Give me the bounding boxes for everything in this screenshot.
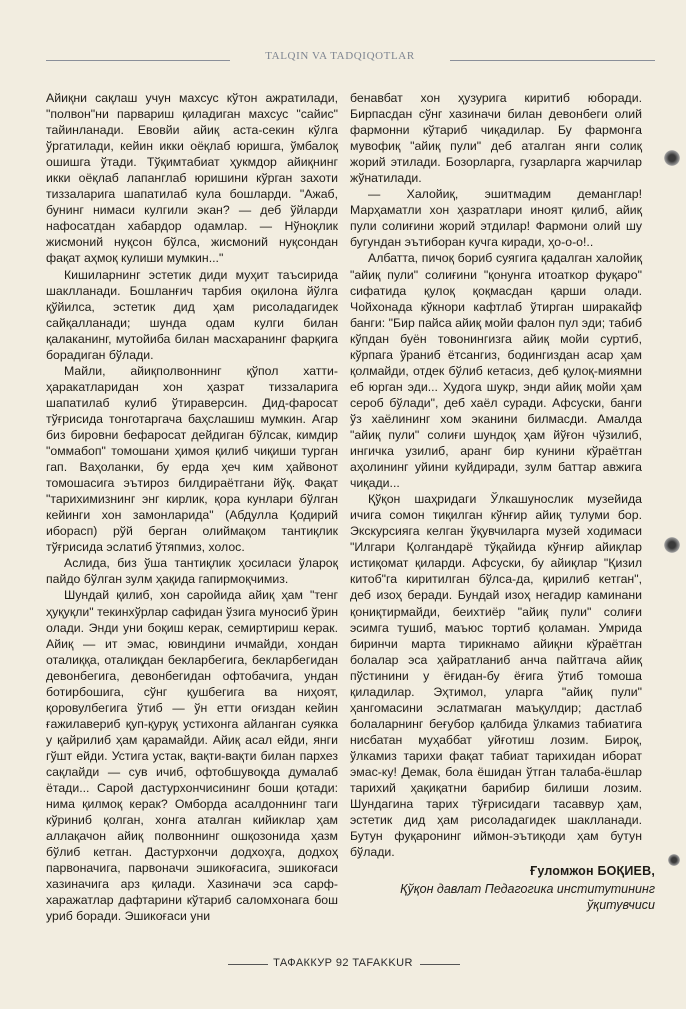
paragraph: Аслида, биз ўша тантиқлик ҳосиласи ўлароқ пайдо бўлган зулм ҳақида гапирмоқчимиз. xyxy=(46,556,338,587)
paragraph: Майли, айиқполвоннинг қўпол хатти-ҳаракатларидан хон ҳазрат тиззаларига шапатилаб кулиб ўтираверсин. Дид-фаросат тўғрисида тонготаргача баҳслашиш мумкин. Агар биз бировни бефаросат дейдиган бўлсак, кимдир "оммабоп" томошани ҳимоя қилиб чиқиши турган гап. Ваҳоланки, бу ерда ҳеч ким ҳайвонот томошасига эътироз билдираётгани йўқ. Фақат "тарихимизнинг энг кирлик, қора кунлари бўлган кейинги хон замонларида" (Абдулла Қодирий иборасп) рўй берган олиймақом тантиқлик тўғрисида эслатиб ўтяпмиз, холос. xyxy=(46,363,338,555)
paragraph: Қўқон шаҳридаги Ўлкашунослик музейида ичига сомон тиқилган кўнғир айиқ тулуми бор. Экскурсияга келган ўқувчиларга музей ходимаси "Илгари Қолгандарё тўқайида кўнғир айиқлар истиқомат қиларди. Афсуски, бу айиқлар "Қизил китоб"га киритилган бўлса-да, қирилиб кетган", деб изоҳ беради. Бундай изоҳ негадир каминани қониқтирмайди, беихтиёр "айиқ пули" солиғи эсимга тушиб, маъюс тортиб қоламан. Умрида биринчи марта тирикнамо айиқни кўраётган болалар эса ҳайратланиб анча пайтгача айиқ пўстинини у ёғидан-бу ёғига ўтиб томоша қиладилар. Эҳтимол, уларга "айиқ пули" ҳангомасини эслатмаган маъқулдир; дастлаб болаларнинг беғубор қалбида ўлкамиз табиатига нисбатан муҳаббат уйғотиш лозим. Бироқ, ўлкамиз тарихи фақат табиат тарихидан иборат эмас-ку! Демак, бола ёшидан ўтган талаба-ёшлар тарихий ҳақиқатни барибир билиши лозим. Шундагина тарих тўғрисидаги тасаввур ҳам, эстетик дид ҳам рисоладагидек шаклланади. Бутун фуқаронинг иймон-эътиқоди ҳам бутун бўлади. xyxy=(350,492,642,860)
paragraph: — Халойиқ, эшитмадим деманглар! Марҳаматли хон ҳазратлари иноят қилиб, айиқ пули солиғини жорий этдилар! Фармони олий шу бугундан эътиборан кучга киради, ҳо-о-о!.. xyxy=(350,187,642,250)
paragraph: Кишиларнинг эстетик диди муҳит таъсирида шаклланади. Бошланғич тарбия оқилона йўлга қўйилса, эстетик дид ҳам рисоладагидек сайқалланади; шунда одам кулги билан қалаканинг, мутойиба билан масхаранинг фарқига борадиган бўлади. xyxy=(46,267,338,362)
header-rule-right xyxy=(450,60,655,61)
paragraph: Шундай қилиб, хон саройида айиқ ҳам "тенг ҳуқуқли" текинхўрлар сафидан ўзига муносиб ўрин олади. Энди уни боқиш керак, семиртириш керак. Айиқ — ит эмас, ювиндини ичмайди, хондан оталиққа, оталиқдан бекларбегига, бекларбегидан девонбегига, девонбегидан офтобачига, ундан ботирбошига, сўнг қушбегига ва ниҳоят, қоровулбегига ўтиб — ўн етти оғиздан кейин ғажилавериб қуп-қуруқ устихонга айланган суякка у қайрилиб ҳам қарамайди. Айиқ асал ейди, янги гўшт ейди. Устига устак, вақти-вақти билан пархез сақлайди — сув ичиб, офтобшувоқда думалаб ётади... Сарой дастурхончисининг боши қотади: нима қилмоқ керак? Омборда асалдоннинг таги кўриниб қолган, хонга аталган кийиклар ҳам аллақачон айиқ полвоннинг ошқозонида ҳазм бўлиб кетган. Дастурхончи додхоҳга, додхоҳ парвоначига, парвоначи эшикоғасига, эшикоғаси хазиначига арз қилади. Хазиначи эса сарф-харажатлар дафтарини кўтариб саломхонага бош уриб боради. Эшикоғаси уни xyxy=(46,588,338,924)
header-rule-left xyxy=(46,60,230,61)
paragraph: Айиқни сақлаш учун махсус кўтон ажратилади, "полвон"ни парвариш қиладиган махсус "сайис" тайинланади. Евовйи айиқ аста-секин кўлга ўргатилади, кейин икки оёқлаб юришга, ўмбалоқ ошишга ўтади. Тўқимтабиат ҳукмдор айиқнинг икки оёқлаб лапанглаб юришини кўрган захоти тиззаларига шапатилаб кула бошларди. "Ажаб, бунинг нимаси кулгили экан? — деб ўйларди нафосатдан хабардор одамлар. — Нўноқлик жисмоний нуқсон бўлса, жисмоний нуқсондан фақат аҳмоқ кулиши мумкин..." xyxy=(46,91,338,266)
binder-hole-icon xyxy=(664,537,680,553)
author-name: Ғуломжон БОҚИЕВ, xyxy=(530,864,655,878)
author-role: ўқитувчиси xyxy=(587,898,655,912)
author-position: Қўқон давлат Педагогика институтининг xyxy=(400,882,655,896)
page-footer xyxy=(0,957,686,969)
paragraph: Албатта, пичоқ бориб суягига қадалган халойиқ "айиқ пули" солиғини "қонунга итоаткор фуқаро" сифатида қулоқ қоқмасдан қарши олади. Чойхонада кўкнори кафтлаб ўтирган ширакайф банги: "Бир пайса айиқ мойи фалон пул эди; табиб кўпдан буён товонингизга айиқ мойи суртиб, кўрпага ўраниб ётсангиз, бодингиздан асар ҳам қолмайди, отдек бўлиб кетасиз, деб қулоқ-миямни еб юрган эди... Худога шукр, энди айиқ мойи ҳам сероб бўлади", деб хаёл суради. Афсуски, банги ўз хаёлининг хом эканини билмасди. Амалда "айиқ пули" солиғи шундоқ ҳам йўғон чўзилиб, ингичка узилиб, аранг бир кунини кўраётган аҳолининг уйини куйдиради, зулм баттар авжига чиқади... xyxy=(350,251,642,491)
binder-hole-icon xyxy=(668,854,680,866)
right-column xyxy=(350,90,642,860)
running-title: TALQIN VA TADQIQOTLAR xyxy=(230,50,450,62)
footer-text: ТАФАККУР 92 TAFAKKUR xyxy=(269,957,417,969)
left-column xyxy=(46,90,338,924)
paragraph: бенавбат хон ҳузурига киритиб юборади. Бирпасдан сўнг хазиначи билан девонбеги олий фармонни кўтариб чиқадилар. Бу фармонга мувофиқ "айиқ пули" деб аталган янги солиқ жорий этилади. Бозорларга, гузарларга жарчилар жўнатилади. xyxy=(350,91,642,186)
binder-hole-icon xyxy=(664,150,680,166)
